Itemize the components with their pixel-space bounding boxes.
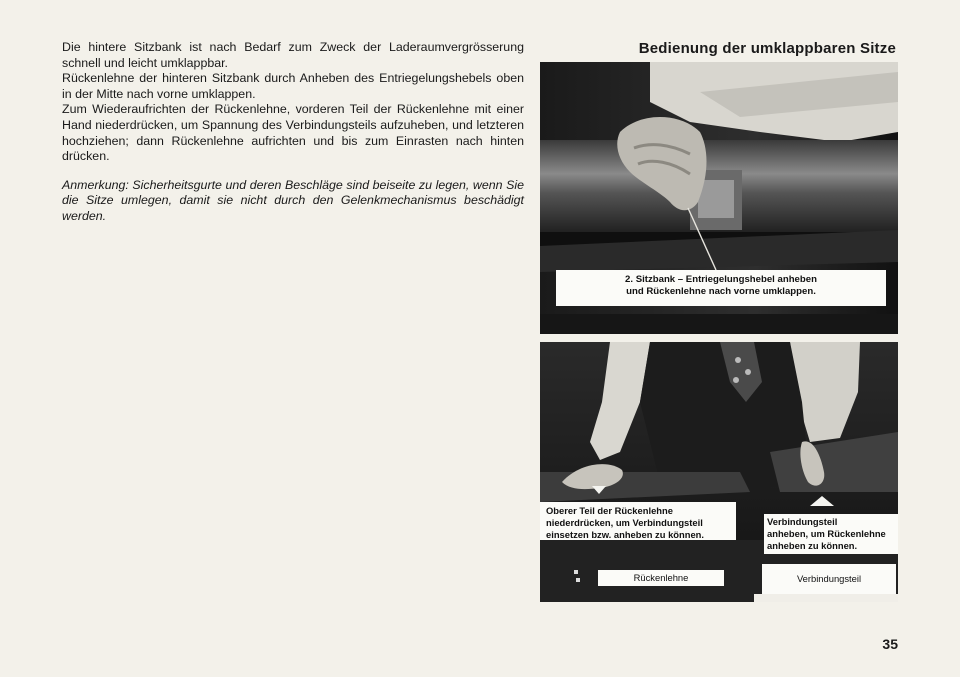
caption-lift-connector-line1: Verbindungsteil <box>767 516 838 527</box>
raise-instruction: Zum Wiederaufrichten der Rückenlehne, vorderen Teil der Rückenlehne mit einer Hand niederdrücken, um Spannung des Verbindungsteils aufzuheben, und letzteren hochziehen; dann Rückenlehne aufrichten und bis zum Einrasten nach hinten drücken. <box>62 102 524 164</box>
intro-paragraph: Die hintere Sitzbank ist nach Bedarf zum Zweck der Laderaumvergrösserung schnell und leicht umklappbar. <box>62 40 524 70</box>
caption-press-backrest-line3: einsetzen bzw. anheben zu können. <box>546 529 705 540</box>
label-rueckenlehne: Rückenlehne <box>598 570 724 586</box>
photo-raise-backrest-image <box>540 342 898 602</box>
label-verbindungsteil: Verbindungsteil <box>762 564 896 594</box>
photo-release-caption-line2: und Rückenlehne nach vorne umklappen. <box>626 286 816 297</box>
caption-lift-connector <box>764 514 898 554</box>
caption-lift-connector-line2: anheben, um Rückenlehne <box>767 528 886 539</box>
page-number: 35 <box>882 636 898 652</box>
photo-release-caption <box>556 270 886 306</box>
caption-press-backrest-line1: Oberer Teil der Rückenlehne <box>546 505 673 516</box>
photo-release-lever <box>540 62 898 334</box>
safety-note: Anmerkung: Sicherheitsgurte und deren Beschläge sind beiseite zu legen, wenn Sie die Sitze umlegen, damit sie nicht durch den Gelenkmechanismus beschädigt werden. <box>62 177 524 223</box>
photo-raise-backrest <box>540 342 898 602</box>
section-heading: Bedienung der umklappbaren Sitze <box>638 40 896 57</box>
photo-release-caption-line1: 2. Sitzbank – Entriegelungshebel anheben <box>625 274 817 285</box>
caption-press-backrest-line2: niederdrücken, um Verbindungsteil <box>546 517 703 528</box>
caption-press-backrest <box>540 502 736 540</box>
instructions-column <box>62 40 524 225</box>
fold-instruction: Rückenlehne der hinteren Sitzbank durch Anheben des Entriegelungshebels oben in der Mitte nach vorne umklappen. <box>62 71 524 101</box>
caption-lift-connector-line3: anheben zu können. <box>767 540 858 551</box>
